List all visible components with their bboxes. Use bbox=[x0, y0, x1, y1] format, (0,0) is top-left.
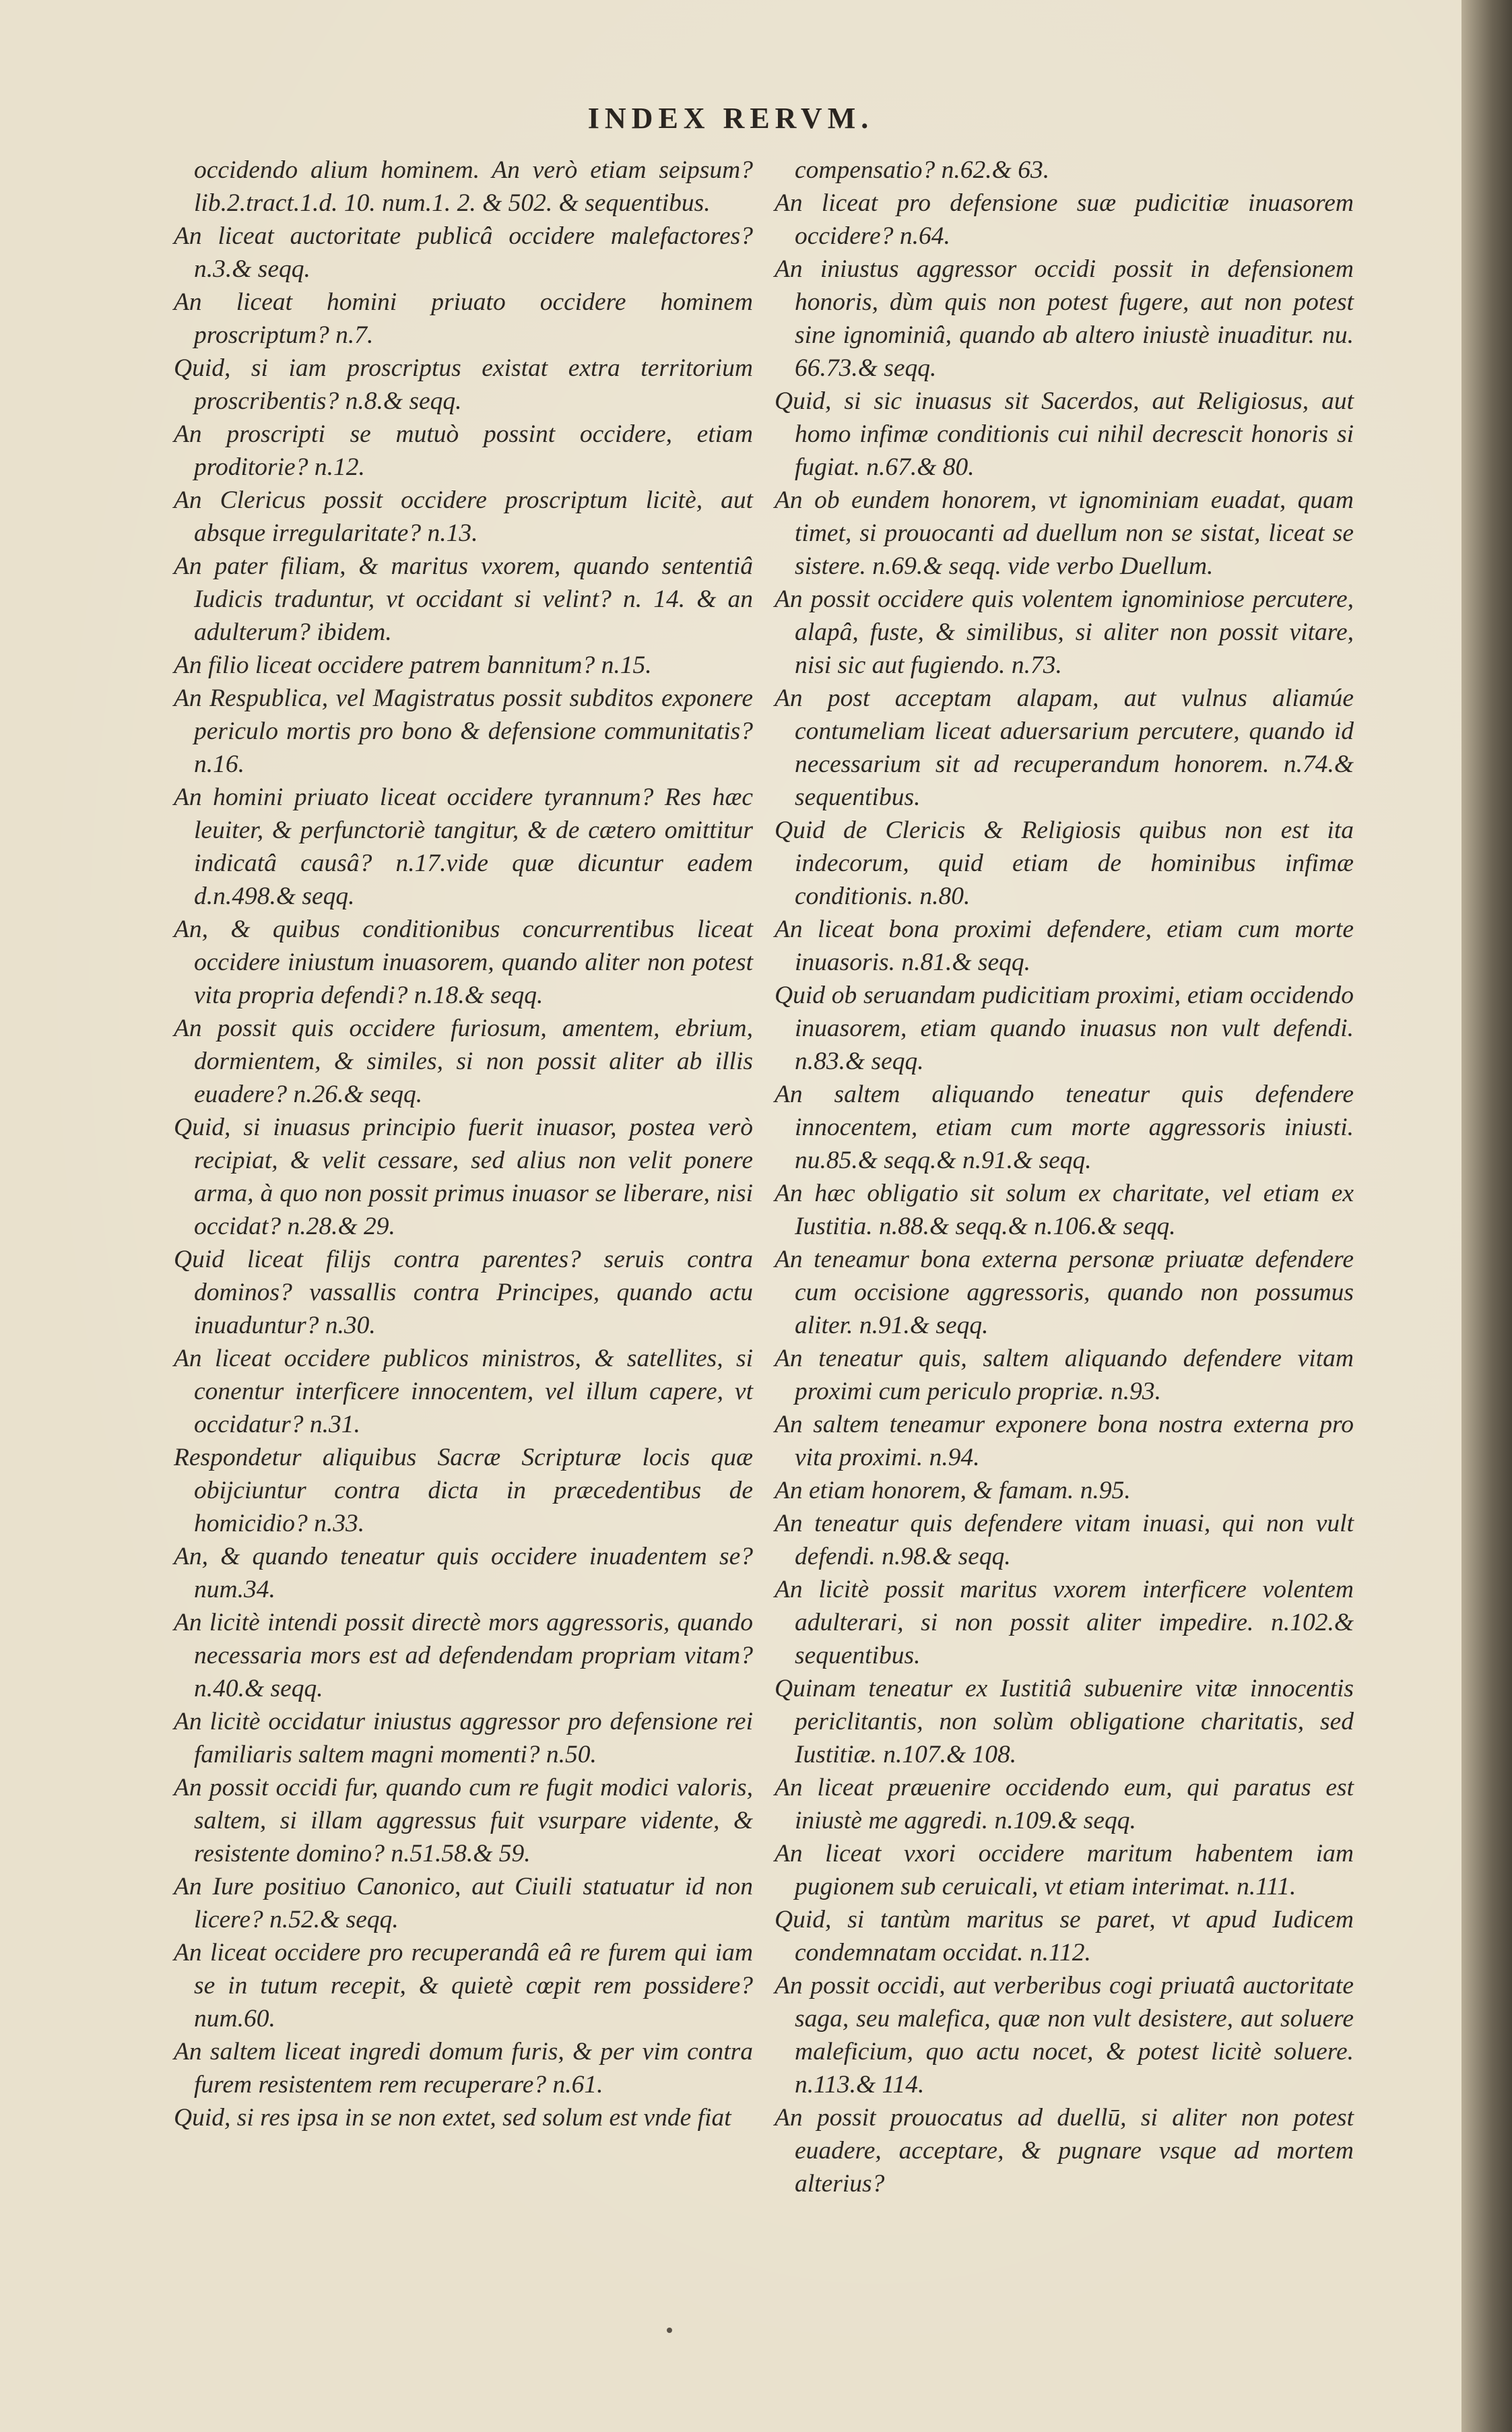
index-entry: An etiam honorem, & famam. n.95. bbox=[775, 1477, 1131, 1504]
index-entry: Quid, si res ipsa in se non extet, sed solum est vnde fiat bbox=[174, 2104, 731, 2132]
index-entry: compensatio? n.62.& 63. bbox=[795, 156, 1050, 184]
index-entry: An liceat auctoritate publicâ occidere malefactores? n.3.& seqq. bbox=[174, 222, 753, 283]
index-entry: An filio liceat occidere patrem bannitum? n.15. bbox=[174, 651, 652, 679]
index-entry: Quid de Clericis & Religiosis quibus non est ita indecorum, quid etiam de hominibus infimæ conditionis. n.80. bbox=[775, 817, 1354, 910]
index-entry: Quid ob seruandam pudicitiam proximi, etiam occidendo inuasorem, etiam quando inuasus non vult defendi. n.83.& seqq. bbox=[775, 982, 1354, 1075]
index-entry: An ob eundem honorem, vt ignominiam euadat, quam timet, si prouocanti ad duellum non se sistat, liceat se sistere. n.69.& seqq. vide verbo Duellum. bbox=[775, 486, 1354, 580]
index-entry: An Clericus possit occidere proscriptum licitè, aut absque irregularitate? n.13. bbox=[174, 486, 753, 547]
running-header: INDEX RERVM. bbox=[587, 102, 874, 135]
index-entry: An, & quibus conditionibus concurrentibus liceat occidere iniustum inuasorem, quando aliter non potest vita propria defendi? n.18.& seqq. bbox=[174, 916, 753, 1009]
index-entry: An licitè possit maritus vxorem interficere volentem adulterari, si non possit aliter impedire. n.102.& sequentibus. bbox=[775, 1576, 1354, 1669]
index-entry: An licitè occidatur iniustus aggressor pro defensione rei familiaris saltem magni momenti? n.50. bbox=[174, 1708, 753, 1768]
index-entry: An saltem aliquando teneatur quis defendere innocentem, etiam cum morte aggressoris iniusti. nu.85.& seqq.& n.91.& seqq. bbox=[775, 1081, 1354, 1174]
index-entry: An possit occidi fur, quando cum re fugit modici valoris, saltem, si illam aggressus fuit vsurpare vidente, & resistente domino? n.51.58.& 59. bbox=[174, 1774, 753, 1867]
index-entry: An post acceptam alapam, aut vulnus aliamúe contumeliam liceat aduersarium percutere, quando id necessarium sit ad recuperandum honorem. n.74.& sequentibus. bbox=[775, 684, 1354, 811]
index-entry: An possit occidere quis volentem ignominiose percutere, alapâ, fuste, & similibus, si aliter non possit vitare, nisi sic aut fugiendo. n.73. bbox=[775, 585, 1354, 679]
right-column bbox=[775, 154, 1354, 2200]
index-entry: An liceat bona proximi defendere, etiam cum morte inuasoris. n.81.& seqq. bbox=[775, 916, 1354, 976]
index-entry: An teneatur quis, saltem aliquando defendere vitam proximi cum periculo propriæ. n.93. bbox=[775, 1345, 1354, 1405]
index-entry: An liceat pro defensione suæ pudicitiæ inuasorem occidere? n.64. bbox=[775, 189, 1354, 250]
index-entry: An teneatur quis defendere vitam inuasi, qui non vult defendi. n.98.& seqq. bbox=[775, 1510, 1354, 1570]
index-entry: An Respublica, vel Magistratus possit subditos exponere periculo mortis pro bono & defensione communitatis? n.16. bbox=[174, 684, 753, 778]
index-entry: An teneamur bona externa personæ priuatæ defendere cum occisione aggressoris, quando non possumus aliter. n.91.& seqq. bbox=[775, 1246, 1354, 1339]
index-entry: An possit quis occidere furiosum, amentem, ebrium, dormientem, & similes, si non possit aliter ab illis euadere? n.26.& seqq. bbox=[174, 1015, 753, 1108]
index-entry: An liceat occidere pro recuperandâ eâ re furem qui iam se in tutum recepit, & quietè cœpit rem possidere? num.60. bbox=[174, 1939, 753, 2033]
index-entry: An possit prouocatus ad duellū, si aliter non potest euadere, acceptare, & pugnare vsque ad mortem alterius? bbox=[775, 2104, 1354, 2198]
index-entry: Quid, si tantùm maritus se paret, vt apud Iudicem condemnatam occidat. n.112. bbox=[775, 1906, 1354, 1966]
index-entry: An liceat præuenire occidendo eum, qui paratus est iniustè me aggredi. n.109.& seqq. bbox=[775, 1774, 1354, 1834]
index-entry: An hæc obligatio sit solum ex charitate, vel etiam ex Iustitia. n.88.& seqq.& n.106.& seqq. bbox=[775, 1180, 1354, 1240]
index-entry: An possit occidi, aut verberibus cogi priuatâ auctoritate saga, seu malefica, quæ non vult desistere, aut soluere maleficium, quo actu nocet, & potest licitè soluere. n.113.& 114. bbox=[775, 1972, 1354, 2099]
index-entry: Quid, si sic inuasus sit Sacerdos, aut Religiosus, aut homo infimæ conditionis cui nihil decrescit honoris si fugiat. n.67.& 80. bbox=[775, 387, 1354, 481]
index-entry: An Iure positiuo Canonico, aut Ciuili statuatur id non licere? n.52.& seqq. bbox=[174, 1873, 753, 1933]
index-entry: Respondetur aliquibus Sacræ Scripturæ locis quæ obijciuntur contra dicta in præcedentibus de homicidio? n.33. bbox=[174, 1444, 753, 1537]
index-entry: An liceat homini priuato occidere hominem proscriptum? n.7. bbox=[174, 288, 753, 349]
index-entry: Quinam teneatur ex Iustitiâ subuenire vitæ innocentis periclitantis, non solùm obligatione charitatis, sed Iustitiæ. n.107.& 108. bbox=[775, 1675, 1354, 1768]
left-column bbox=[174, 154, 753, 2134]
book-binding-edge bbox=[1461, 0, 1512, 2432]
index-entry: An iniustus aggressor occidi possit in defensionem honoris, dùm quis non potest fugere, aut non potest sine ignominiâ, quando ab altero iniustè inuaditur. nu. 66.73.& seqq. bbox=[775, 255, 1354, 382]
index-entry: Quid, si iam proscriptus existat extra territorium proscribentis? n.8.& seqq. bbox=[174, 354, 753, 415]
index-entry: An licitè intendi possit directè mors aggressoris, quando necessaria mors est ad defendendam propriam vitam? n.40.& seqq. bbox=[174, 1609, 753, 1702]
index-entry: An homini priuato liceat occidere tyrannum? Res hæc leuiter, & perfunctoriè tangitur, & de cætero omittitur indicatâ causâ? n.17.vide quæ dicuntur eadem d.n.498.& seqq. bbox=[174, 783, 753, 910]
index-entry: occidendo alium hominem. An verò etiam seipsum? lib.2.tract.1.d. 10. num.1. 2. & 502. & sequentibus. bbox=[194, 156, 753, 217]
index-entry: An pater filiam, & maritus vxorem, quando sententiâ Iudicis traduntur, vt occidant si velint? n. 14. & an adulterum? ibidem. bbox=[174, 552, 753, 646]
index-entry: An saltem liceat ingredi domum furis, & per vim contra furem resistentem rem recuperare? n.61. bbox=[174, 2038, 753, 2099]
index-entry: Quid, si inuasus principio fuerit inuasor, postea verò recipiat, & velit cessare, sed alius non velit ponere arma, à quo non possit primus inuasor se liberare, nisi occidat? n.28.& 29. bbox=[174, 1114, 753, 1240]
index-entry: An liceat vxori occidere maritum habentem iam pugionem sub ceruicali, vt etiam interimat. n.111. bbox=[775, 1840, 1354, 1900]
index-entry: An saltem teneamur exponere bona nostra externa pro vita proximi. n.94. bbox=[775, 1411, 1354, 1471]
index-entry: Quid liceat filijs contra parentes? seruis contra dominos? vassallis contra Principes, quando actu inuaduntur? n.30. bbox=[174, 1246, 753, 1339]
index-entry: An, & quando teneatur quis occidere inuadentem se? num.34. bbox=[174, 1543, 753, 1603]
index-entry: An liceat occidere publicos ministros, & satellites, si conentur interficere innocentem, vel illum capere, vt occidatur? n.31. bbox=[174, 1345, 753, 1438]
ink-mark bbox=[667, 2328, 672, 2333]
index-entry: An proscripti se mutuò possint occidere, etiam proditorie? n.12. bbox=[174, 420, 753, 481]
